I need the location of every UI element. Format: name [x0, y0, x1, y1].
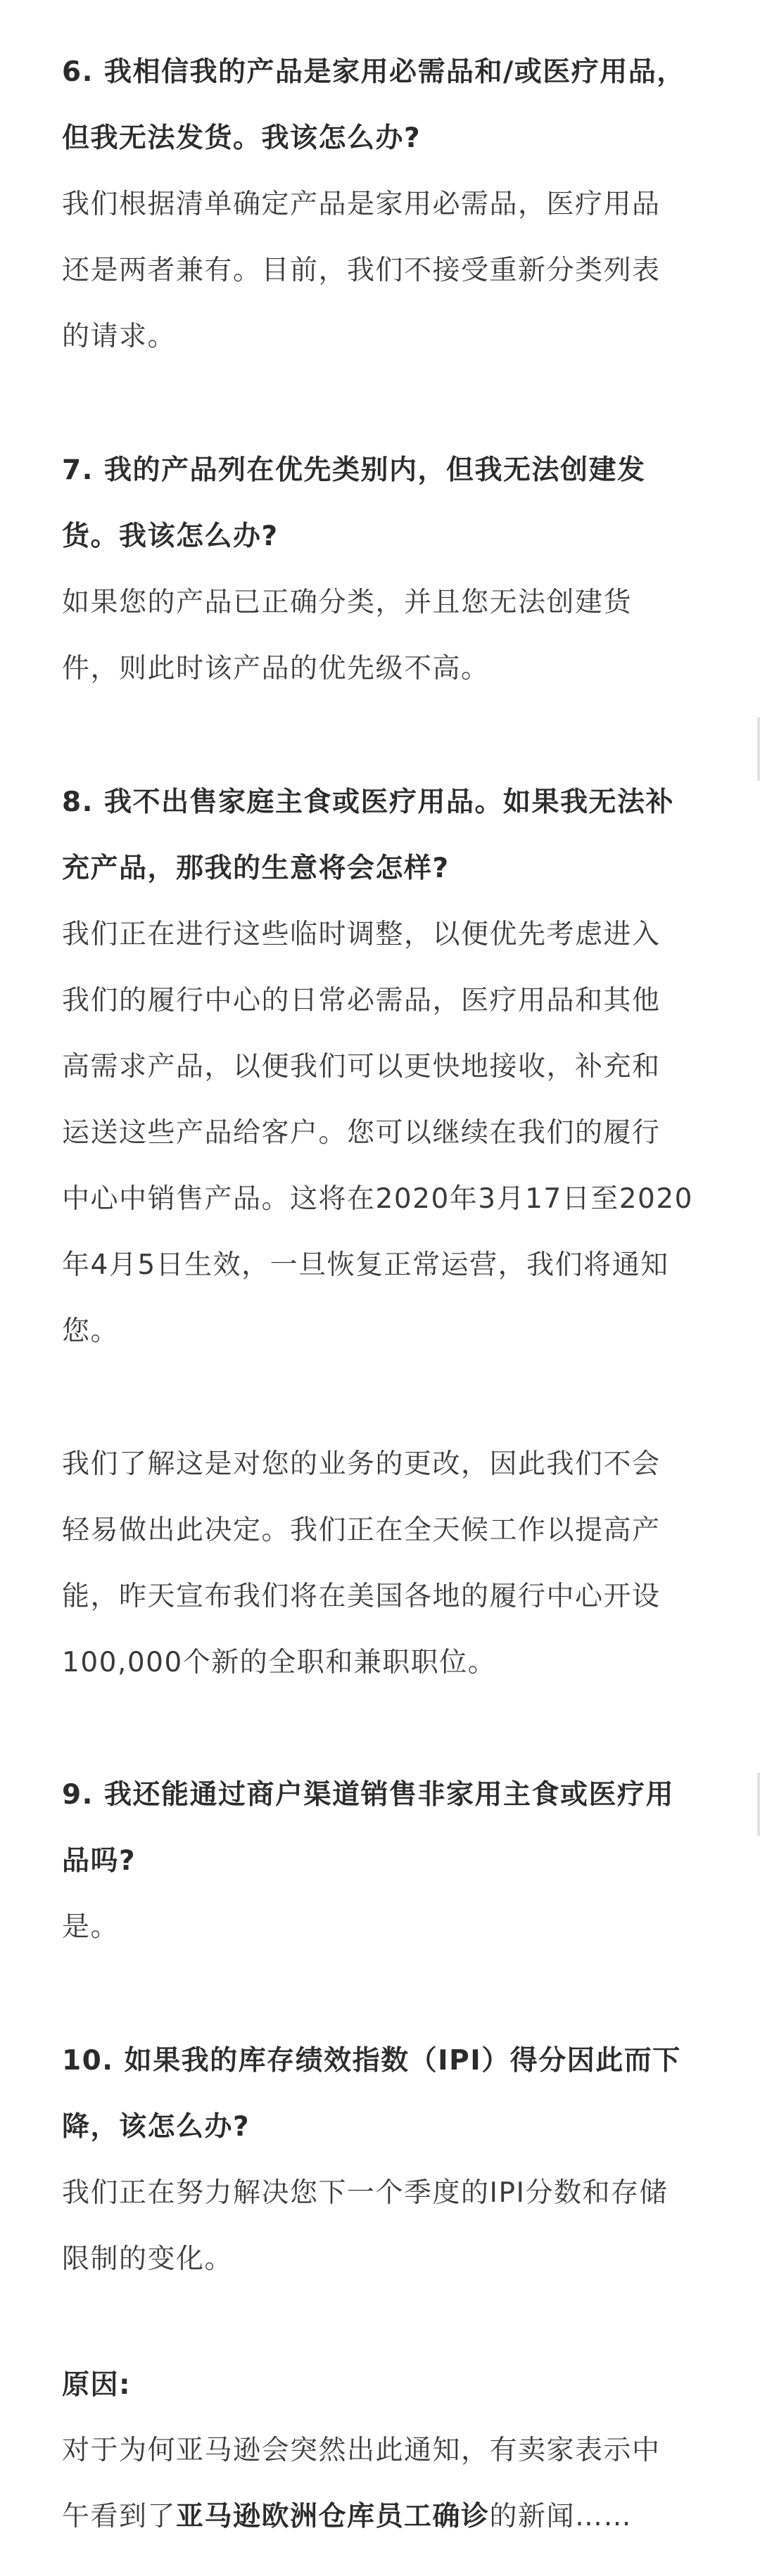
reason-heading: [62, 2352, 699, 2418]
question-8: [62, 770, 699, 902]
reason-paragraph: [62, 2418, 699, 2550]
question-line: 货。我该怎么办?: [62, 521, 279, 552]
answer-line: 轻易做出此决定。我们正在全天候工作以提高产: [62, 1515, 661, 1546]
edge-marker: [757, 1773, 760, 1836]
reason-heading-text: 原因:: [62, 2369, 132, 2401]
question-line: 7. 我的产品列在优先类别内，但我无法创建发: [62, 454, 646, 486]
question-line: 9. 我还能通过商户渠道销售非家用主食或医疗用: [62, 1779, 675, 1811]
answer-line: 100,000个新的全职和兼职职位。: [62, 1647, 497, 1678]
answer-line: 中心中销售产品。这将在2020年3月17日至2020: [62, 1183, 693, 1215]
answer-line: 能，昨天宣布我们将在美国各地的履行中心开设: [62, 1581, 661, 1612]
answer-6: [62, 172, 699, 370]
reason-line-2: [62, 2484, 699, 2550]
question-line: 充产品，那我的生意将会怎样?: [62, 853, 450, 884]
edge-marker: [757, 718, 760, 781]
question-line: 8. 我不出售家庭主食或医疗用品。如果我无法补: [62, 786, 675, 818]
question-6: [62, 39, 699, 172]
answer-8: [62, 902, 699, 1365]
news-highlight: 亚马逊欧洲仓库员工确诊: [176, 2501, 490, 2532]
answer-line: 是。: [62, 1911, 120, 1943]
answer-7: [62, 570, 699, 702]
answer-line: 限制的变化。: [62, 2243, 234, 2275]
answer-line: 您。: [62, 1315, 120, 1347]
answer-line: 我们正在努力解决您下一个季度的IPI分数和存储: [62, 2177, 669, 2209]
question-line: 品吗?: [62, 1845, 137, 1877]
answer-10: [62, 2160, 699, 2293]
reason-line-2-suffix: 的新闻……: [489, 2501, 633, 2532]
question-line: 但我无法发货。我该怎么办?: [62, 122, 422, 154]
answer-line: 件，则此时该产品的优先级不高。: [62, 653, 490, 684]
answer-line: 我们的履行中心的日常必需品，医疗用品和其他: [62, 985, 661, 1016]
answer-line: 运送这些产品给客户。您可以继续在我们的履行: [62, 1117, 661, 1149]
answer-line: 的请求。: [62, 321, 177, 352]
answer-line: 我们了解这是对您的业务的更改，因此我们不会: [62, 1448, 661, 1480]
question-7: [62, 438, 699, 570]
answer-line: 我们正在进行这些临时调整，以便优先考虑进入: [62, 919, 661, 950]
answer-line: 年4月5日生效，一旦恢复正常运营，我们将通知: [62, 1249, 669, 1281]
answer-line: 还是两者兼有。目前，我们不接受重新分类列表: [62, 255, 661, 286]
reason-line-1: 对于为何亚马逊会突然出此通知，有卖家表示中: [62, 2435, 661, 2466]
question-line: 10. 如果我的库存绩效指数（IPI）得分因此而下: [62, 2045, 681, 2077]
answer-line: 高需求产品，以便我们可以更快地接收，补充和: [62, 1051, 661, 1083]
reason-line-2-prefix: 午看到了: [62, 2501, 177, 2532]
answer-line: 我们根据清单确定产品是家用必需品，医疗用品: [62, 189, 661, 220]
answer-8-continued: [62, 1432, 699, 1696]
question-10: [62, 2028, 699, 2160]
answer-line: 如果您的产品已正确分类，并且您无法创建货: [62, 587, 633, 618]
question-line: 降，该怎么办?: [62, 2111, 251, 2143]
question-line: 6. 我相信我的产品是家用必需品和/或医疗用品，: [62, 56, 685, 88]
answer-9: [62, 1894, 699, 1960]
question-9: [62, 1762, 699, 1894]
